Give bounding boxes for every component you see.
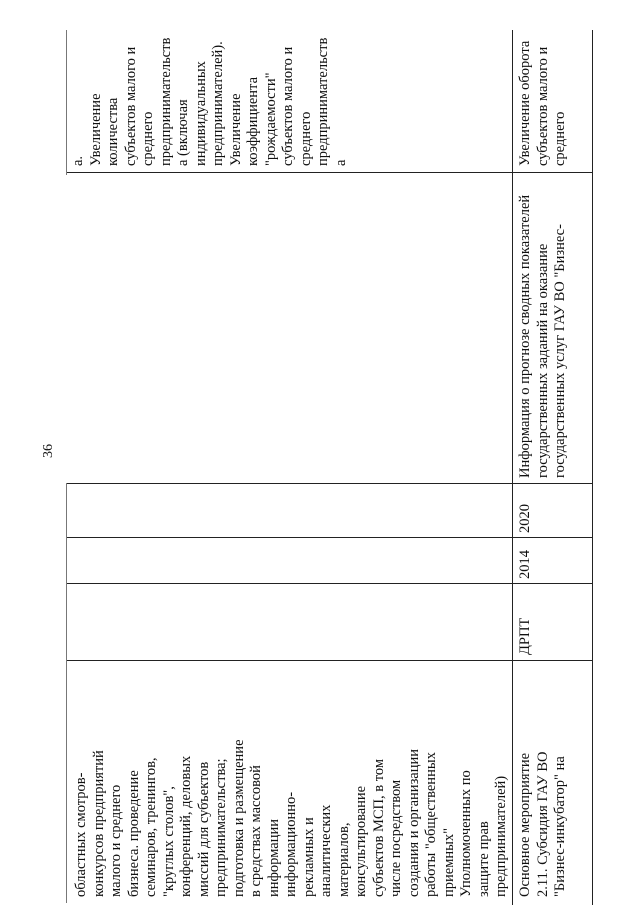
row1-name-cell [73,667,511,897]
row2-end-cell [517,493,535,533]
page-number [41,444,57,458]
row2-name-text: Основное мероприятие 2.11. Субсидия ГАУ ВО "Бизнес-инкубатор" на [517,751,568,897]
row2-executor-text: ДРПТ [517,617,533,655]
table-line [66,660,593,661]
table-inner-line [66,30,67,175]
row2-info-text: Информация о прогнозе сводных показателей государственных заданий на оказание государственных услуг ГАУ ВО "Бизнес- [517,194,568,478]
table-line [66,172,593,173]
row2-end-text: 2020 [517,504,533,533]
row2-start-cell [517,539,535,579]
table-border-left [66,483,67,903]
table-border [592,30,593,905]
row2-name-cell [517,667,570,897]
table-line [66,537,593,538]
row2-result-text: Увеличение оборота субъектов малого и среднего [517,40,568,166]
row2-start-text: 2014 [517,550,533,579]
row1-result-text: а. Увеличение количества субъектов малого и среднего предпринимательств а (включая индивидуальных предпринимателей). Увеличение коэффициента "рождаемости" субъектов малого и среднего предпринимательств а [70,37,349,166]
row1-name-text: областных смотров- конкурсов предприятий малого и среднего бизнеса. проведение семинаров, тренингов, "круглых столов", конференций, деловых миссий для субъектов предпринимательства; подготовка и размещение в средствах массовой информации информационно- рекламных и аналитических материалов, консультирование субъектов МСП, в том числе посредством создания и организации работы "общественных приемных" Уполномоченных по защите прав предпринимателей) [73,739,509,897]
row2-executor-cell [517,585,535,655]
table-row-line [512,30,513,905]
table-line [66,483,593,484]
table-line [66,583,593,584]
row2-info-cell [517,178,570,478]
page-number-text: 36 [41,444,56,458]
row1-result-cell [70,26,350,166]
row2-result-cell [517,26,570,166]
